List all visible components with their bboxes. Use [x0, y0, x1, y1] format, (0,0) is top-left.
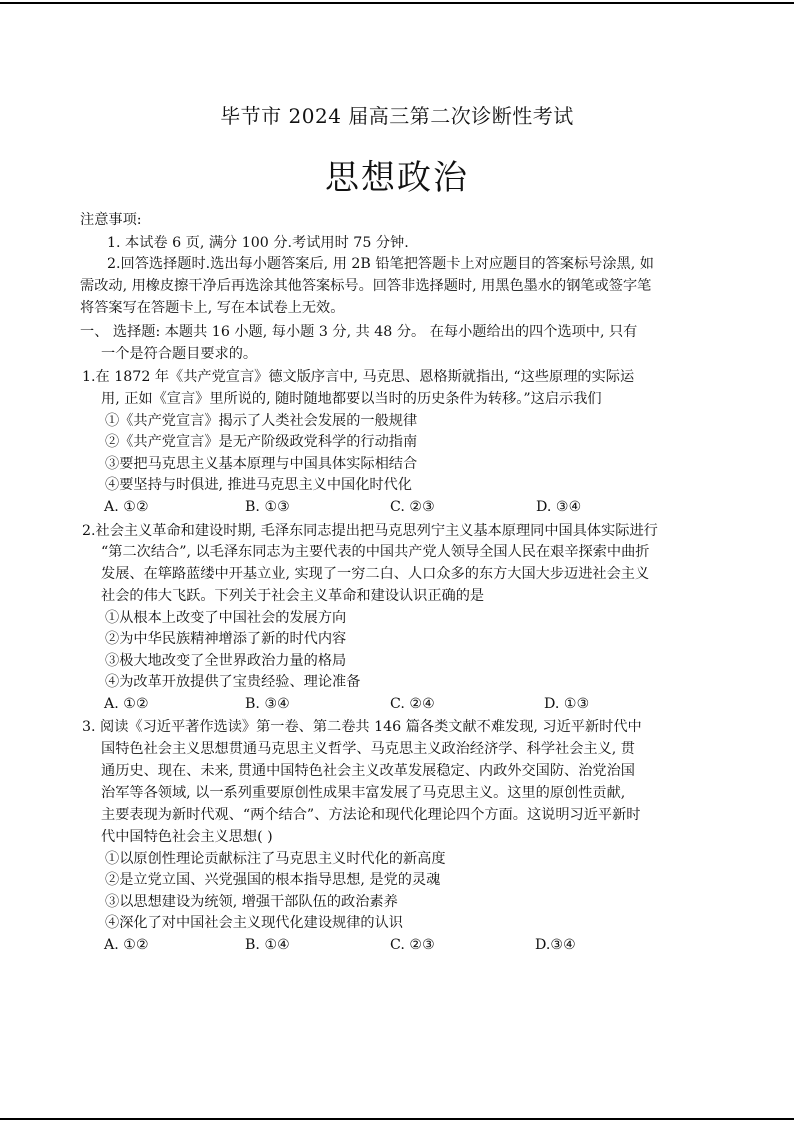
q2-stem-line-2: “第二次结合”, 以毛泽东同志为主要代表的中国共产党人领导全国人民在艰辛探索中曲折: [101, 544, 650, 560]
q1-option-d[interactable]: D. ③④: [536, 499, 582, 515]
exam-title: 毕节市 2024 届高三第二次诊断性考试: [220, 104, 574, 128]
notice-item-2-line-3: 将答案写在答题卡上, 写在本试卷上无效。: [80, 300, 345, 316]
q2-statement-3: ③极大地改变了全世界政治力量的格局: [105, 653, 347, 669]
q3-statement-4: ④深化了对中国社会主义现代化建设规律的认识: [105, 915, 403, 931]
notice-item-2-line-2: 需改动, 用橡皮擦干净后再选涂其他答案标号。回答非选择题时, 用黑色墨水的钢笔或签字笔: [80, 278, 652, 294]
q2-option-d[interactable]: D. ①③: [544, 696, 590, 712]
q2-statement-1: ①从根本上改变了中国社会的发展方向: [105, 610, 347, 626]
bottom-rule: [0, 1118, 794, 1120]
q1-statement-3: ③要把马克思主义基本原理与中国具体实际相结合: [105, 456, 418, 472]
q1-statement-4: ④要坚持与时俱进, 推进马克思主义中国化时代化: [105, 477, 412, 493]
q2-stem-line-3: 发展、在筚路蓝缕中开基立业, 实现了一穷二白、人口众多的东方大国大步迈进社会主义: [101, 566, 650, 582]
q2-statement-4: ④为改革开放提供了宝贵经验、理论准备: [105, 674, 361, 690]
q1-option-a[interactable]: A. ①②: [104, 499, 149, 515]
notice-heading: 注意事项:: [80, 212, 142, 228]
q2-statement-2: ②为中华民族精神增添了新的时代内容: [105, 631, 347, 647]
section-heading-line-2: 一个是符合题目要求的。: [101, 346, 258, 362]
q2-stem-line-1: 2.社会主义革命和建设时期, 毛泽东同志提出把马克思列宁主义基本原理同中国具体实际进行: [82, 523, 658, 539]
q3-option-a[interactable]: A. ①②: [104, 937, 149, 953]
q3-option-b[interactable]: B. ①④: [245, 937, 290, 953]
q3-option-c[interactable]: C. ②③: [390, 937, 435, 953]
notice-item-2-line-1: 2.回答选择题时.选出每小题答案后, 用 2B 铅笔把答题卡上对应题目的答案标号涂黑, 如: [107, 256, 654, 272]
q3-option-d[interactable]: D.③④: [535, 937, 576, 953]
q3-stem-line-5: 主要表现为新时代观、“两个结合”、方法论和现代化理论四个方面。这说明习近平新时: [101, 807, 641, 823]
q3-options: [0, 935, 794, 956]
q1-statement-1: ①《共产党宣言》揭示了人类社会发展的一般规律: [105, 413, 418, 429]
q3-statement-3: ③以思想建设为统领, 增强干部队伍的政治素养: [105, 894, 398, 910]
q1-option-c[interactable]: C. ②③: [390, 499, 435, 515]
q1-option-b[interactable]: B. ①③: [245, 499, 290, 515]
section-heading-line-1: 一、 选择题: 本题共 16 小题, 每小题 3 分, 共 48 分。 在每小题给出的四个选项中, 只有: [80, 324, 638, 340]
q3-stem-line-1: 3. 阅读《习近平著作选读》第一卷、第二卷共 146 篇各类文献不难发现, 习近平新时代中: [82, 719, 642, 735]
q1-stem-line-1: 1.在 1872 年《共产党宣言》德文版序言中, 马克思、恩格斯就指出, “这些原理的实际运: [82, 369, 635, 385]
q2-options: [0, 694, 794, 715]
q1-statement-2: ②《共产党宣言》是无产阶级政党科学的行动指南: [105, 434, 418, 450]
q1-options: [0, 497, 794, 518]
q3-stem-line-6: 代中国特色社会主义思想( ): [101, 829, 273, 845]
notice-item-1: 1. 本试卷 6 页, 满分 100 分.考试用时 75 分钟.: [107, 235, 409, 251]
q2-option-a[interactable]: A. ①②: [104, 696, 149, 712]
q3-statement-1: ①以原创性理论贡献标注了马克思主义时代化的新高度: [105, 851, 446, 867]
q1-stem-line-2: 用, 正如《宣言》里所说的, 随时随地都要以当时的历史条件为转移。”这启示我们: [101, 391, 602, 407]
q2-option-b[interactable]: B. ③④: [245, 696, 290, 712]
subject-title: 思想政治: [325, 158, 469, 198]
top-rule: [0, 2, 794, 4]
q3-stem-line-4: 治军等各领域, 以一系列重要原创性成果丰富发展了马克思主义。这里的原创性贡献,: [101, 785, 626, 801]
q3-stem-line-2: 国特色社会主义思想贯通马克思主义哲学、马克思主义政治经济学、科学社会主义, 贯: [101, 741, 635, 757]
q2-stem-line-4: 社会的伟大飞跃。下列关于社会主义革命和建设认识正确的是: [101, 588, 485, 604]
q3-stem-line-3: 通历史、现在、未来, 贯通中国特色社会主义改革发展稳定、内政外交国防、治党治国: [101, 763, 635, 779]
q3-statement-2: ②是立党立国、兴党强国的根本指导思想, 是党的灵魂: [105, 872, 441, 888]
q2-option-c[interactable]: C. ②④: [390, 696, 435, 712]
